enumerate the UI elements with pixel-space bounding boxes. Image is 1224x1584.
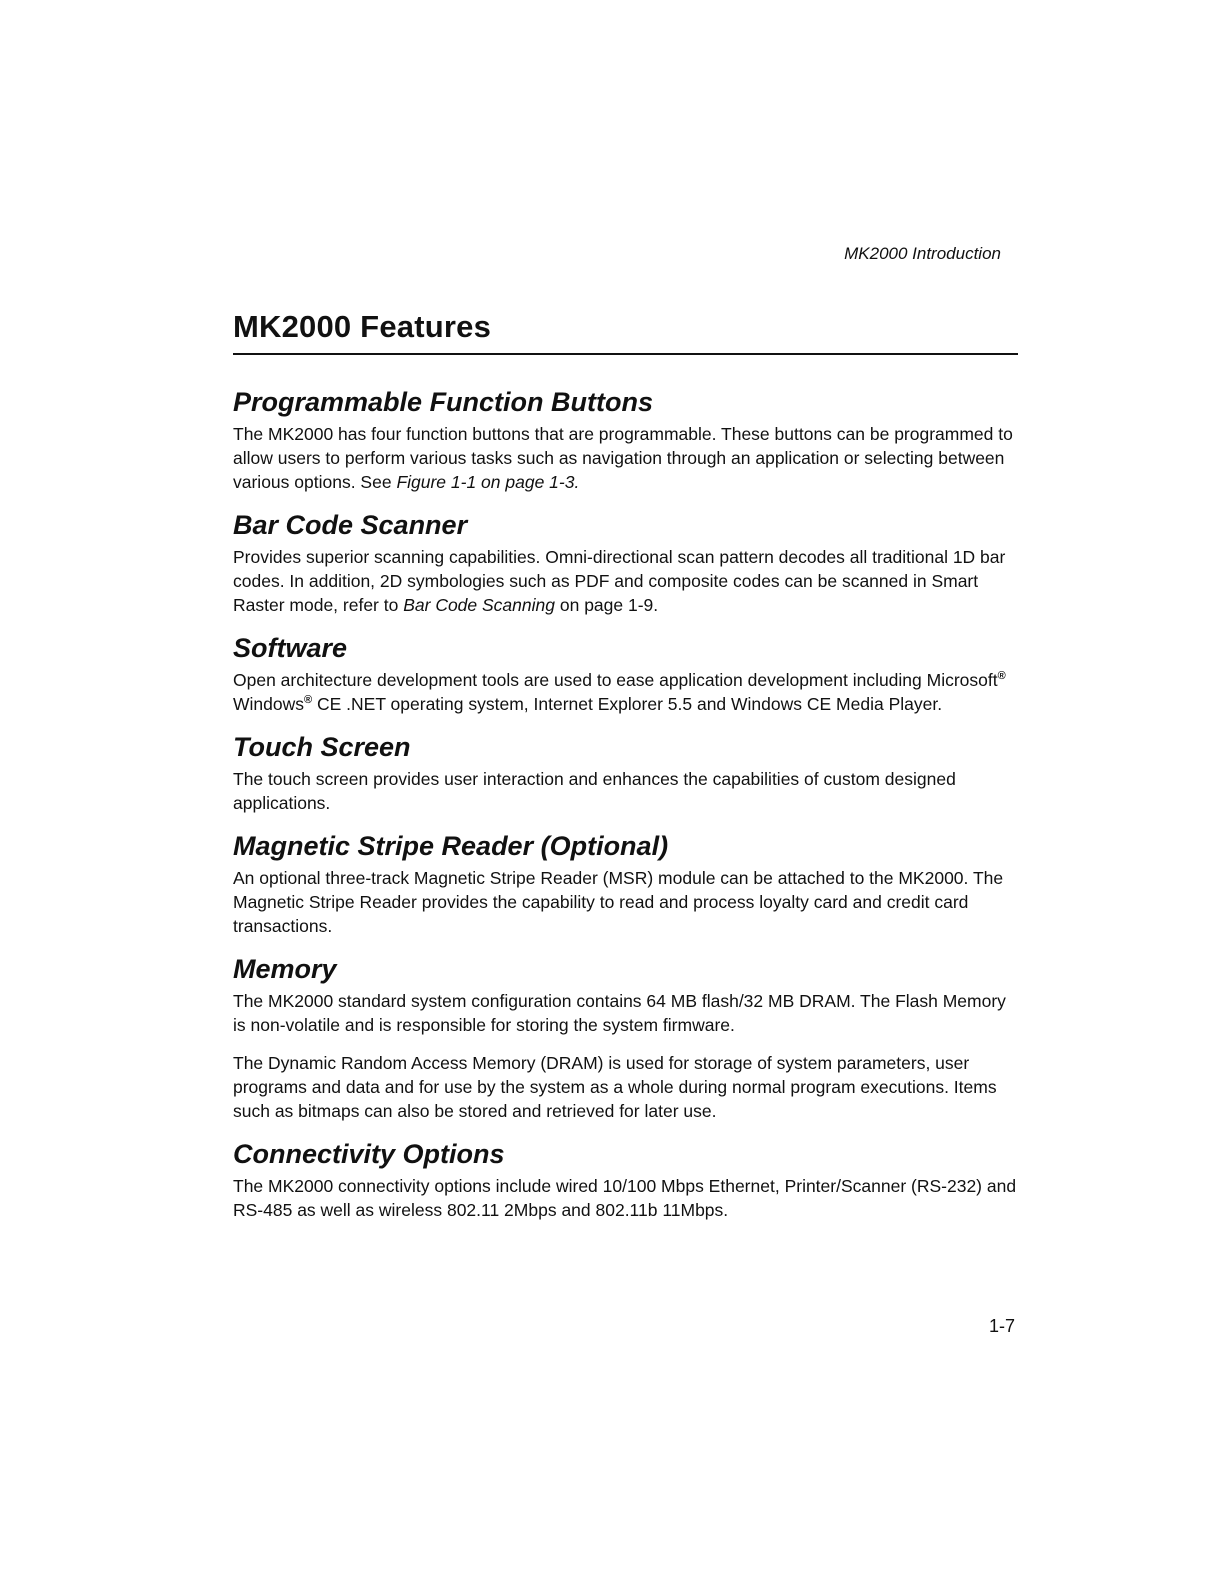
body-text: The MK2000 has four function buttons that are programmable. These buttons can be programmed to allow users to perform various tasks such as navigation through an application or selecting between various options. See	[233, 424, 1013, 492]
section-body: The MK2000 standard system configuration contains 64 MB flash/32 MB DRAM. The Flash Memory is non-volatile and is responsible for storing the system firmware.	[233, 991, 1006, 1035]
section-heading: Connectivity Options	[233, 1139, 505, 1169]
chapter-title: MK2000 Features	[233, 309, 492, 344]
section-bar-code-scanner	[233, 508, 1023, 617]
title-rule	[233, 353, 1018, 355]
section-body	[233, 668, 1023, 716]
body-text-after: on page 1-9.	[555, 595, 659, 615]
section-memory	[233, 952, 1023, 1123]
body-text: Windows	[233, 694, 304, 714]
running-header: MK2000 Introduction	[844, 244, 1001, 263]
section-magnetic-stripe-reader	[233, 829, 1023, 938]
section-body	[233, 422, 1023, 494]
figure-reference: Figure 1-1 on page 1-3.	[396, 472, 580, 492]
cross-reference: Bar Code Scanning	[403, 595, 555, 615]
section-body-2: The Dynamic Random Access Memory (DRAM) is used for storage of system parameters, user programs and data and for use by the system as a whole during normal program executions. Items such as bitmaps can also be stored and retrieved for later use.	[233, 1053, 997, 1121]
section-heading: Memory	[233, 954, 337, 984]
section-body: The touch screen provides user interaction and enhances the capabilities of custom designed applications.	[233, 769, 956, 813]
section-software	[233, 631, 1023, 716]
section-body	[233, 545, 1023, 617]
page-number: 1-7	[988, 1316, 1015, 1336]
features-content	[233, 385, 1023, 1236]
section-programmable-function-buttons	[233, 385, 1023, 494]
registered-mark: ®	[304, 694, 313, 707]
section-heading: Programmable Function Buttons	[233, 387, 654, 417]
section-touch-screen	[233, 730, 1023, 815]
section-body: An optional three-track Magnetic Stripe Reader (MSR) module can be attached to the MK2000. The Magnetic Stripe Reader provides the capability to read and process loyalty card and credit card transactions.	[233, 868, 1004, 936]
section-heading: Touch Screen	[233, 732, 411, 762]
section-heading: Magnetic Stripe Reader (Optional)	[233, 831, 669, 861]
body-text: CE .NET operating system, Internet Explorer 5.5 and Windows CE Media Player.	[312, 694, 943, 714]
section-connectivity-options	[233, 1137, 1023, 1222]
body-text: Provides superior scanning capabilities. Omni-directional scan pattern decodes all traditional 1D bar codes. In addition, 2D symbologies such as PDF and composite codes can be scanned in Smart Raster mode, refer to	[233, 547, 1006, 615]
section-heading: Bar Code Scanner	[233, 510, 468, 540]
section-body: The MK2000 connectivity options include wired 10/100 Mbps Ethernet, Printer/Scanner (RS-232) and RS-485 as well as wireless 802.11 2Mbps and 802.11b 11Mbps.	[233, 1176, 1017, 1220]
section-heading: Software	[233, 633, 348, 663]
registered-mark: ®	[997, 670, 1006, 683]
body-text: Open architecture development tools are used to ease application development including Microsoft	[233, 670, 998, 690]
